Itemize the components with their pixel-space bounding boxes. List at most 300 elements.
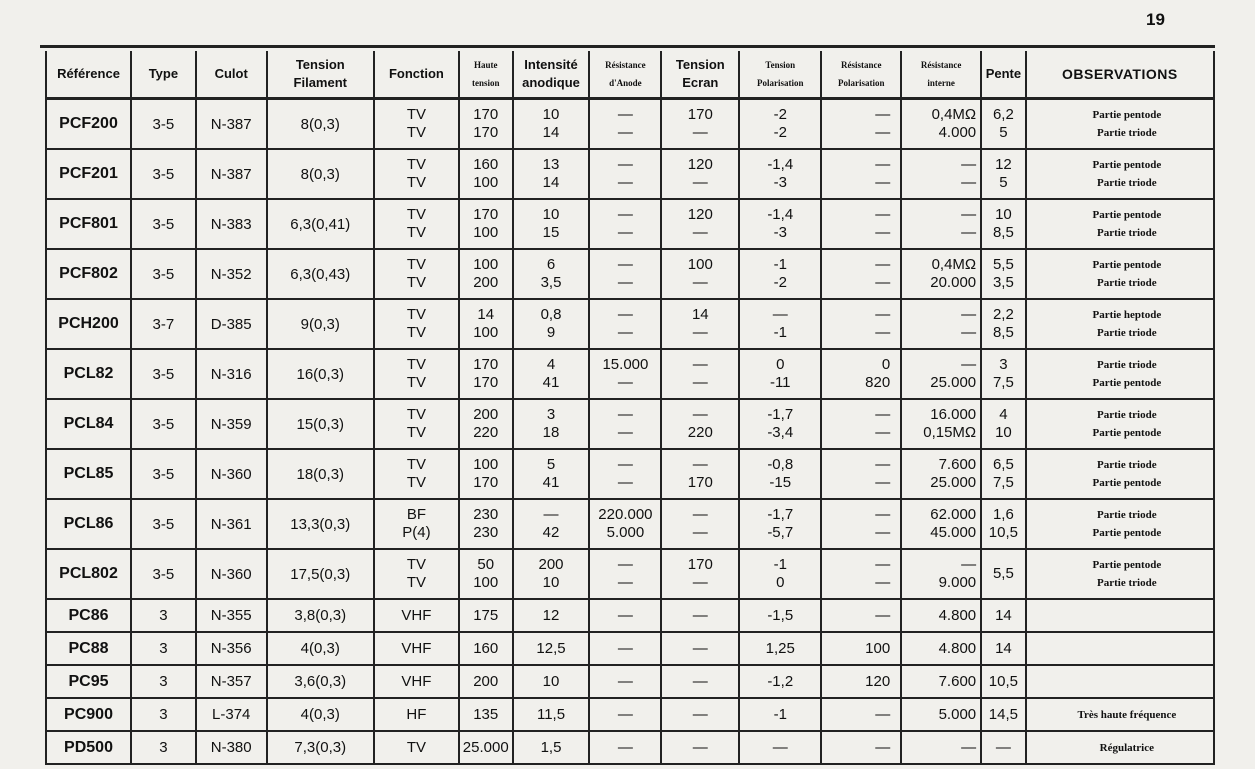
cell-resistance-anode — [589, 299, 661, 349]
cell-pente — [981, 149, 1026, 199]
cell-type: 3-5 — [131, 449, 196, 499]
cell-tension-ecran — [661, 632, 739, 665]
cell-resistance-polarisation-line: — — [875, 738, 891, 756]
cell-resistance-polarisation — [821, 449, 901, 499]
cell-pente — [981, 499, 1026, 549]
cell-intensite-anodique-line: 12,5 — [536, 639, 566, 657]
cell-tension-polarisation — [739, 299, 821, 349]
cell-tension-ecran-line: 120 — [687, 206, 713, 223]
cell-haute-tension-line: 100 — [473, 456, 499, 473]
cell-fonction-line: TV — [406, 174, 426, 191]
cell-tension-ecran — [661, 698, 739, 731]
table-row — [46, 349, 1214, 399]
cell-fonction-line: TV — [406, 738, 426, 756]
cell-intensite-anodique — [513, 599, 590, 632]
cell-culot: N-360 — [196, 449, 267, 499]
cell-pente-line: — — [995, 738, 1011, 756]
cell-resistance-anode-line: — — [617, 374, 633, 391]
cell-intensite-anodique — [513, 665, 590, 698]
cell-resistance-anode-line: — — [617, 206, 633, 223]
cell-haute-tension-line: 170 — [473, 356, 499, 373]
cell-fonction-line: VHF — [401, 606, 432, 624]
cell-fonction-line: TV — [406, 124, 426, 141]
cell-resistance-polarisation — [821, 199, 901, 249]
cell-observations-line: Partie triode — [1097, 509, 1157, 521]
cell-reference: PCF802 — [46, 249, 131, 299]
cell-resistance-anode — [589, 665, 661, 698]
header-culot: Culot — [196, 51, 267, 99]
cell-intensite-anodique-line: 14 — [542, 124, 560, 141]
cell-haute-tension — [459, 731, 513, 764]
cell-observations-line: Partie pentode — [1092, 109, 1162, 121]
cell-resistance-interne — [901, 199, 981, 249]
cell-haute-tension — [459, 449, 513, 499]
cell-intensite-anodique — [513, 99, 590, 150]
cell-resistance-polarisation-line: — — [875, 456, 891, 473]
cell-haute-tension-line: 50 — [477, 556, 495, 573]
cell-tension-polarisation-line: -1,4 — [767, 156, 794, 173]
cell-intensite-anodique-line: 14 — [542, 174, 560, 191]
cell-culot: N-383 — [196, 199, 267, 249]
cell-observations — [1026, 99, 1214, 150]
header-pente: Pente — [981, 51, 1026, 99]
cell-resistance-interne-line: 7.600 — [938, 672, 977, 690]
cell-pente-line: 1,6 — [992, 506, 1014, 523]
cell-resistance-polarisation — [821, 399, 901, 449]
cell-observations-line: Partie pentode — [1092, 209, 1162, 221]
cell-tension-ecran-line: — — [692, 606, 708, 624]
cell-observations-line: Partie triode — [1097, 409, 1157, 421]
cell-resistance-interne-line: 16.000 — [930, 406, 977, 423]
cell-observations-line: Partie pentode — [1092, 477, 1162, 489]
cell-tension-ecran-line: — — [692, 324, 708, 341]
cell-tension-ecran-line: 170 — [687, 106, 713, 123]
cell-resistance-interne — [901, 149, 981, 199]
header-haute-tension: Haute tension — [459, 51, 513, 99]
cell-resistance-polarisation — [821, 299, 901, 349]
cell-tension-ecran — [661, 249, 739, 299]
cell-intensite-anodique-line: 9 — [546, 324, 556, 341]
cell-type: 3 — [131, 731, 196, 764]
cell-resistance-polarisation-line: — — [875, 524, 891, 541]
cell-pente-line: 2,2 — [992, 306, 1014, 323]
cell-reference: PCH200 — [46, 299, 131, 349]
cell-pente-line: 4 — [999, 406, 1008, 423]
cell-tension-filament: 4(0,3) — [267, 698, 374, 731]
cell-tension-ecran — [661, 499, 739, 549]
cell-intensite-anodique — [513, 698, 590, 731]
cell-tension-polarisation-line: -3 — [773, 224, 787, 241]
cell-haute-tension — [459, 665, 513, 698]
cell-fonction — [374, 632, 459, 665]
cell-pente-line: 14 — [995, 639, 1012, 657]
cell-resistance-polarisation-line: — — [875, 124, 891, 141]
cell-haute-tension — [459, 632, 513, 665]
cell-tension-polarisation — [739, 149, 821, 199]
cell-tension-polarisation — [739, 249, 821, 299]
cell-tension-polarisation — [739, 698, 821, 731]
cell-fonction-line: TV — [406, 556, 426, 573]
cell-culot: N-387 — [196, 149, 267, 199]
cell-resistance-polarisation-line: — — [875, 174, 891, 191]
cell-resistance-interne — [901, 698, 981, 731]
cell-type: 3-5 — [131, 149, 196, 199]
cell-resistance-anode-line: — — [617, 324, 633, 341]
cell-fonction-line: TV — [406, 224, 426, 241]
cell-tension-ecran-line: — — [692, 374, 708, 391]
cell-intensite-anodique-line: — — [543, 506, 559, 523]
cell-observations — [1026, 665, 1214, 698]
cell-fonction — [374, 249, 459, 299]
cell-intensite-anodique — [513, 149, 590, 199]
cell-observations-line: Très haute fréquence — [1077, 708, 1177, 721]
cell-pente — [981, 632, 1026, 665]
header-tension-polarisation: Tension Polarisation — [739, 51, 821, 99]
cell-tension-polarisation-line: -1,7 — [767, 506, 794, 523]
cell-fonction-line: TV — [406, 424, 426, 441]
cell-fonction-line: TV — [406, 356, 426, 373]
cell-type: 3 — [131, 599, 196, 632]
cell-type: 3-5 — [131, 249, 196, 299]
cell-haute-tension — [459, 349, 513, 399]
cell-haute-tension-line: 160 — [473, 639, 499, 657]
cell-observations-line: Partie pentode — [1092, 559, 1162, 571]
cell-tension-polarisation-line: 0 — [776, 356, 785, 373]
cell-intensite-anodique-line: 5 — [546, 456, 556, 473]
cell-tension-filament: 13,3(0,3) — [267, 499, 374, 549]
cell-resistance-interne-line: 5.000 — [938, 705, 977, 723]
cell-haute-tension-line: 220 — [473, 424, 499, 441]
cell-resistance-interne — [901, 299, 981, 349]
cell-pente-line: 6,5 — [992, 456, 1014, 473]
cell-type: 3-5 — [131, 499, 196, 549]
cell-intensite-anodique — [513, 731, 590, 764]
cell-tension-ecran-line: 14 — [691, 306, 709, 323]
cell-tension-polarisation — [739, 665, 821, 698]
cell-tension-ecran — [661, 399, 739, 449]
cell-observations-line: Partie triode — [1097, 577, 1157, 589]
cell-pente-line: 7,5 — [992, 474, 1014, 491]
cell-pente — [981, 399, 1026, 449]
cell-observations-line: Partie triode — [1097, 327, 1157, 339]
cell-haute-tension — [459, 549, 513, 599]
cell-reference: PD500 — [46, 731, 131, 764]
cell-resistance-anode-line: — — [617, 574, 633, 591]
cell-pente-line: 10,5 — [988, 672, 1018, 690]
cell-tension-polarisation — [739, 399, 821, 449]
cell-tension-ecran-line: — — [692, 524, 708, 541]
table-row — [46, 731, 1214, 764]
cell-resistance-anode — [589, 499, 661, 549]
cell-resistance-anode-line: — — [617, 106, 633, 123]
cell-observations — [1026, 449, 1214, 499]
cell-tension-polarisation-line: -1 — [773, 705, 787, 723]
cell-resistance-anode-line: — — [617, 424, 633, 441]
cell-observations — [1026, 549, 1214, 599]
cell-resistance-anode — [589, 99, 661, 150]
cell-resistance-polarisation-line: — — [875, 324, 891, 341]
cell-resistance-polarisation — [821, 665, 901, 698]
cell-intensite-anodique — [513, 299, 590, 349]
cell-resistance-anode-line: — — [617, 639, 633, 657]
cell-haute-tension-line: 100 — [473, 324, 499, 341]
cell-type: 3-5 — [131, 349, 196, 399]
cell-resistance-anode-line: — — [617, 124, 633, 141]
cell-tension-polarisation-line: -0,8 — [767, 456, 794, 473]
cell-resistance-interne — [901, 665, 981, 698]
cell-haute-tension-line: 100 — [473, 256, 499, 273]
cell-resistance-anode-line: 5.000 — [606, 524, 645, 541]
cell-haute-tension-line: 170 — [473, 106, 499, 123]
tube-spec-table — [45, 51, 1215, 765]
cell-resistance-polarisation-line: 0 — [881, 356, 891, 373]
cell-observations-line: Partie pentode — [1092, 427, 1162, 439]
cell-observations-line: Partie triode — [1097, 277, 1157, 289]
cell-resistance-anode — [589, 349, 661, 399]
cell-haute-tension — [459, 698, 513, 731]
cell-pente — [981, 349, 1026, 399]
cell-tension-filament: 15(0,3) — [267, 399, 374, 449]
cell-tension-polarisation-line: 0 — [776, 574, 785, 591]
cell-reference: PC88 — [46, 632, 131, 665]
cell-tension-polarisation-line: -1,4 — [767, 206, 794, 223]
cell-observations-line: Partie pentode — [1092, 259, 1162, 271]
cell-fonction-line: TV — [406, 324, 426, 341]
header-tension-ecran: Tension Ecran — [661, 51, 739, 99]
top-rule — [40, 45, 1215, 48]
cell-type: 3 — [131, 665, 196, 698]
cell-pente-line: 5,5 — [992, 256, 1014, 273]
cell-resistance-anode — [589, 399, 661, 449]
cell-resistance-polarisation-line: — — [875, 306, 891, 323]
cell-resistance-interne-line: 0,4MΩ — [931, 256, 977, 273]
cell-intensite-anodique-line: 10 — [542, 672, 560, 690]
cell-fonction-line: VHF — [401, 672, 432, 690]
cell-resistance-interne-line: — — [961, 174, 977, 191]
cell-culot: N-352 — [196, 249, 267, 299]
cell-intensite-anodique-line: 15 — [542, 224, 560, 241]
cell-resistance-interne-line: — — [961, 556, 977, 573]
cell-type: 3-7 — [131, 299, 196, 349]
cell-reference: PCL84 — [46, 399, 131, 449]
cell-culot: N-360 — [196, 549, 267, 599]
cell-haute-tension-line: 100 — [473, 174, 499, 191]
cell-fonction — [374, 299, 459, 349]
cell-tension-filament: 16(0,3) — [267, 349, 374, 399]
cell-haute-tension-line: 25.000 — [462, 738, 509, 756]
cell-intensite-anodique — [513, 499, 590, 549]
cell-observations-line: Régulatrice — [1099, 741, 1155, 754]
cell-resistance-polarisation-line: 820 — [865, 374, 891, 391]
cell-resistance-anode — [589, 149, 661, 199]
cell-fonction-line: TV — [406, 256, 426, 273]
cell-intensite-anodique-line: 10 — [542, 106, 560, 123]
cell-type: 3-5 — [131, 199, 196, 249]
cell-tension-ecran — [661, 199, 739, 249]
cell-intensite-anodique-line: 11,5 — [536, 705, 566, 723]
cell-resistance-interne — [901, 249, 981, 299]
cell-resistance-anode-line: — — [617, 705, 633, 723]
cell-reference: PCL82 — [46, 349, 131, 399]
cell-pente-line: 3,5 — [992, 274, 1014, 291]
cell-tension-filament: 8(0,3) — [267, 149, 374, 199]
cell-resistance-polarisation — [821, 99, 901, 150]
cell-fonction-line: TV — [406, 274, 426, 291]
cell-pente-line: 3 — [999, 356, 1008, 373]
cell-resistance-anode-line: — — [617, 256, 633, 273]
header-resistance-interne: Résistance interne — [901, 51, 981, 99]
cell-culot: L-374 — [196, 698, 267, 731]
cell-resistance-interne — [901, 499, 981, 549]
cell-tension-polarisation-line: -2 — [773, 274, 787, 291]
cell-resistance-polarisation-line: 100 — [865, 639, 891, 657]
cell-culot: N-357 — [196, 665, 267, 698]
cell-fonction — [374, 599, 459, 632]
cell-tension-polarisation-line: -3 — [773, 174, 787, 191]
cell-reference: PC95 — [46, 665, 131, 698]
cell-type: 3 — [131, 698, 196, 731]
cell-fonction — [374, 698, 459, 731]
table-row — [46, 399, 1214, 449]
cell-tension-polarisation-line: -1,7 — [767, 406, 794, 423]
cell-observations — [1026, 599, 1214, 632]
cell-observations-line: Partie triode — [1097, 359, 1157, 371]
cell-fonction — [374, 549, 459, 599]
cell-tension-polarisation-line: -5,7 — [767, 524, 794, 541]
cell-intensite-anodique-line: 10 — [542, 206, 560, 223]
cell-resistance-polarisation-line: — — [875, 474, 891, 491]
cell-intensite-anodique-line: 6 — [546, 256, 556, 273]
cell-resistance-polarisation-line: — — [875, 574, 891, 591]
cell-culot: N-359 — [196, 399, 267, 449]
cell-resistance-polarisation-line: — — [875, 206, 891, 223]
cell-culot: N-361 — [196, 499, 267, 549]
cell-tension-ecran — [661, 149, 739, 199]
cell-type: 3-5 — [131, 399, 196, 449]
cell-culot: N-356 — [196, 632, 267, 665]
header-type: Type — [131, 51, 196, 99]
cell-culot: N-387 — [196, 99, 267, 150]
cell-resistance-interne-line: 0,15MΩ — [923, 424, 977, 441]
cell-resistance-polarisation-line: — — [875, 556, 891, 573]
cell-tension-ecran-line: — — [692, 224, 708, 241]
cell-observations — [1026, 149, 1214, 199]
cell-tension-polarisation-line: -3,4 — [767, 424, 794, 441]
cell-resistance-polarisation — [821, 698, 901, 731]
cell-tension-ecran — [661, 449, 739, 499]
cell-fonction-line: BF — [406, 506, 426, 523]
cell-tension-polarisation-line: -1,2 — [767, 672, 794, 690]
cell-resistance-interne — [901, 632, 981, 665]
cell-fonction — [374, 449, 459, 499]
cell-tension-ecran-line: 170 — [687, 556, 713, 573]
cell-resistance-polarisation-line: — — [875, 406, 891, 423]
cell-tension-ecran-line: — — [692, 406, 708, 423]
cell-tension-ecran-line: — — [692, 705, 708, 723]
cell-observations — [1026, 249, 1214, 299]
cell-pente-line: 14,5 — [988, 705, 1018, 723]
cell-tension-polarisation — [739, 349, 821, 399]
cell-pente — [981, 199, 1026, 249]
cell-resistance-anode — [589, 731, 661, 764]
cell-pente — [981, 599, 1026, 632]
cell-tension-filament: 9(0,3) — [267, 299, 374, 349]
cell-tension-ecran-line: — — [692, 124, 708, 141]
cell-intensite-anodique — [513, 449, 590, 499]
cell-tension-polarisation — [739, 499, 821, 549]
cell-resistance-interne-line: — — [961, 356, 977, 373]
cell-resistance-anode-line: — — [617, 474, 633, 491]
cell-fonction — [374, 731, 459, 764]
cell-type: 3 — [131, 632, 196, 665]
cell-observations — [1026, 349, 1214, 399]
cell-haute-tension-line: 14 — [477, 306, 495, 323]
cell-tension-ecran — [661, 549, 739, 599]
cell-resistance-interne-line: 20.000 — [930, 274, 977, 291]
cell-reference: PCF200 — [46, 99, 131, 150]
cell-tension-ecran-line: — — [692, 574, 708, 591]
cell-fonction-line: TV — [406, 474, 426, 491]
cell-pente — [981, 665, 1026, 698]
table-row — [46, 299, 1214, 349]
cell-haute-tension-line: 200 — [473, 406, 499, 423]
cell-resistance-polarisation-line: — — [875, 106, 891, 123]
cell-intensite-anodique — [513, 249, 590, 299]
cell-haute-tension — [459, 499, 513, 549]
cell-haute-tension-line: 230 — [473, 506, 499, 523]
cell-tension-ecran-line: — — [692, 356, 708, 373]
cell-fonction-line: TV — [406, 374, 426, 391]
cell-resistance-anode-line: — — [617, 456, 633, 473]
cell-observations-line: Partie pentode — [1092, 527, 1162, 539]
cell-fonction-line: TV — [406, 456, 426, 473]
cell-pente-line: 5 — [999, 174, 1008, 191]
cell-observations — [1026, 499, 1214, 549]
cell-pente — [981, 549, 1026, 599]
cell-tension-polarisation-line: — — [772, 306, 788, 323]
cell-tension-ecran-line: — — [692, 672, 708, 690]
cell-resistance-anode-line: 220.000 — [598, 506, 653, 523]
cell-tension-ecran-line: 220 — [687, 424, 713, 441]
cell-fonction — [374, 349, 459, 399]
cell-resistance-interne-line: — — [961, 738, 977, 756]
cell-pente-line: 10,5 — [988, 524, 1018, 541]
cell-pente-line: 12 — [995, 156, 1012, 173]
cell-intensite-anodique — [513, 399, 590, 449]
cell-resistance-anode-line: — — [617, 224, 633, 241]
cell-pente-line: 6,2 — [992, 106, 1014, 123]
cell-intensite-anodique-line: 3,5 — [540, 274, 562, 291]
cell-resistance-anode — [589, 698, 661, 731]
cell-resistance-interne-line: 25.000 — [930, 374, 977, 391]
cell-fonction-line: TV — [406, 306, 426, 323]
cell-resistance-polarisation — [821, 731, 901, 764]
cell-tension-polarisation-line: -2 — [773, 106, 787, 123]
cell-resistance-interne-line: 25.000 — [930, 474, 977, 491]
cell-tension-polarisation — [739, 731, 821, 764]
cell-tension-filament: 3,8(0,3) — [267, 599, 374, 632]
cell-pente-line: 5,5 — [992, 565, 1014, 582]
cell-tension-polarisation — [739, 199, 821, 249]
cell-resistance-polarisation-line: — — [875, 705, 891, 723]
cell-haute-tension — [459, 249, 513, 299]
cell-observations — [1026, 299, 1214, 349]
cell-resistance-interne — [901, 599, 981, 632]
cell-pente — [981, 299, 1026, 349]
cell-tension-polarisation-line: -1,5 — [767, 606, 794, 624]
cell-pente — [981, 731, 1026, 764]
cell-observations — [1026, 199, 1214, 249]
